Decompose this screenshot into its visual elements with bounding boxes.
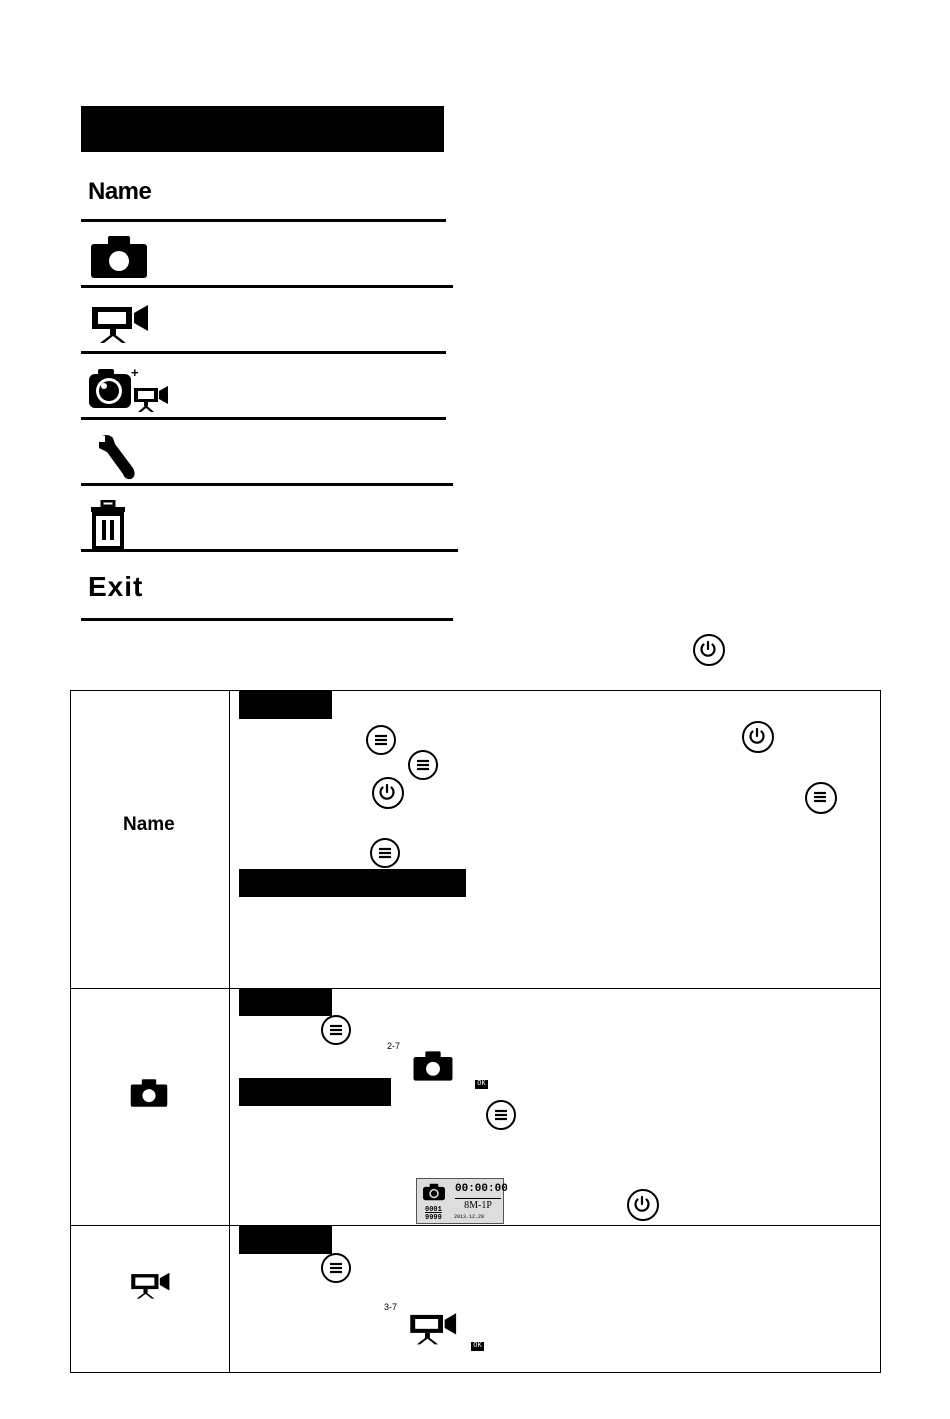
menu-header-bar xyxy=(81,106,444,152)
camera-icon xyxy=(130,1078,168,1108)
preview-date: 2013.12.28 xyxy=(454,1214,485,1220)
menu-button-icon xyxy=(486,1100,516,1130)
video-camera-icon xyxy=(129,1270,173,1300)
preview-count-top: 0001 xyxy=(425,1206,442,1214)
menu-button-icon xyxy=(370,838,400,868)
menu-item-video[interactable] xyxy=(81,288,453,354)
video-camera-icon xyxy=(90,301,152,345)
menu-item-photo[interactable] xyxy=(81,222,446,288)
power-button-icon xyxy=(627,1189,659,1221)
power-button-icon xyxy=(372,777,404,809)
menu-button-icon xyxy=(321,1015,351,1045)
camera-preview-screen xyxy=(416,1178,508,1224)
preview-count-bottom: 9999 xyxy=(425,1214,442,1222)
redacted-heading-bar xyxy=(239,1226,332,1254)
redacted-heading-bar xyxy=(239,1078,391,1106)
menu-item-setup[interactable] xyxy=(81,420,453,486)
redacted-heading-bar xyxy=(239,691,332,719)
camera-icon xyxy=(90,234,148,280)
menu-item-delete[interactable] xyxy=(81,486,458,552)
menu-item-exit[interactable] xyxy=(81,555,453,621)
menu-button-icon xyxy=(321,1253,351,1283)
svg-text:+: + xyxy=(131,366,139,380)
power-button-icon xyxy=(693,634,725,666)
camera-plus-video-icon xyxy=(88,366,174,418)
menu-button-icon xyxy=(366,725,396,755)
table-row-name-label: Name xyxy=(123,814,175,835)
menu-button-icon xyxy=(805,782,837,814)
preview-timer: 00:00:00 xyxy=(455,1183,508,1195)
ok-badge: OK xyxy=(471,1342,484,1351)
camera-icon xyxy=(422,1183,446,1201)
small-step-number: 2-7 xyxy=(387,1041,401,1051)
power-button-icon xyxy=(742,721,774,753)
trash-icon xyxy=(89,500,129,550)
camera-icon xyxy=(412,1050,454,1082)
redacted-heading-bar xyxy=(239,869,466,897)
menu-item-photo-video[interactable] xyxy=(81,354,446,420)
function-table xyxy=(70,690,881,1373)
preview-resolution: 8M-1P xyxy=(455,1198,501,1211)
menu-item-label: Exit xyxy=(88,571,144,602)
menu-button-icon xyxy=(408,750,438,780)
small-step-number: 3-7 xyxy=(384,1302,398,1312)
menu-item-name[interactable] xyxy=(81,156,446,222)
video-camera-icon xyxy=(407,1310,461,1346)
menu-item-label: Name xyxy=(88,178,152,205)
wrench-icon xyxy=(93,432,141,482)
ok-badge: OK xyxy=(475,1080,488,1089)
redacted-heading-bar xyxy=(239,988,332,1016)
